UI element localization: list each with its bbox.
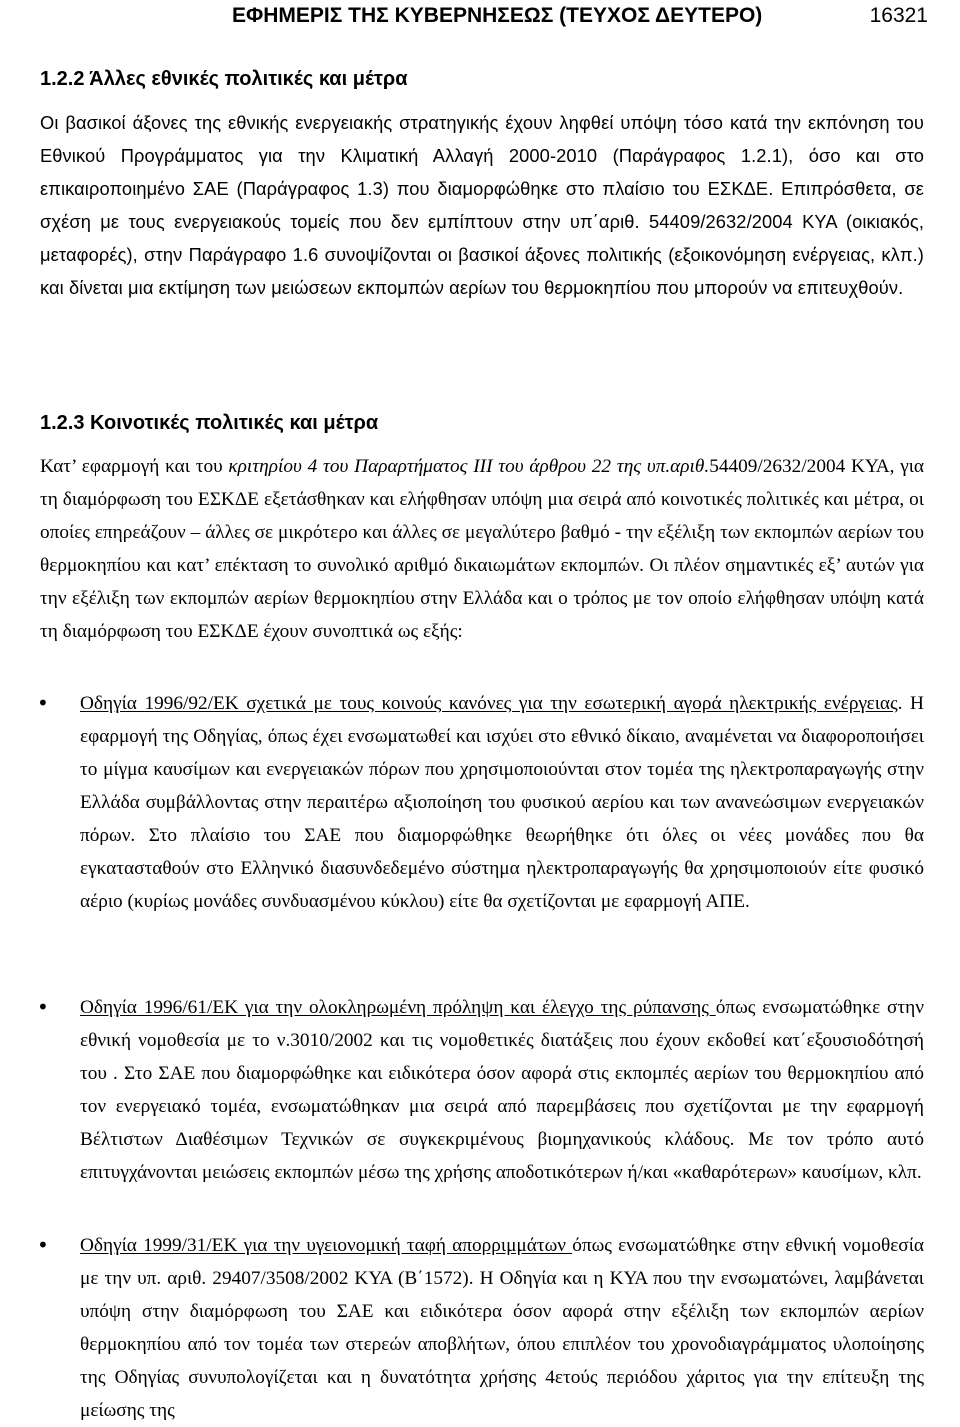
bullet-marker: • [37,1233,49,1257]
page-number: 16321 [869,4,928,27]
directive-title: Οδηγία 1996/92/ΕΚ σχετικά με τους κοινούς κανόνες για την εσωτερική αγορά ηλεκτρικής ενέργειας [80,693,898,714]
intro-start: Κατ’ εφαρμογή και του [40,456,229,477]
list-item [80,1229,924,1427]
intro-rest: 54409/2632/2004 ΚΥΑ, για τη διαμόρφωση του ΕΣΚΔΕ εξετάσθηκαν και ελήφθησαν υπόψη μια σειρά από κοινοτικές πολιτικές και μέτρα, οι οποίες επηρεάζουν – άλλες σε μικρότερο και άλλες σε μεγαλύτερο βαθμό - την εξέλιξη των εκπομπών αερίων του θερμοκηπίου και κατ’ επέκταση το συνολικό αριθμό δικαιωμάτων εκπομπών. Οι πλέον σημαντικές εξ’ αυτών για την εξέλιξη των εκπομπών αερίων θερμοκηπίου στην Ελλάδα και ο τρόπος με τον οποίο ελήφθησαν υπόψη κατά τη διαμόρφωση του ΕΣΚΔΕ έχουν συνοπτικά ως εξής: [40,456,925,642]
bullet-marker: • [37,691,49,715]
bullet-marker: • [37,995,49,1019]
directive-description: όπως ενσωματώθηκε στην εθνική νομοθεσία με το ν.3010/2002 και τις νομοθετικές διατάξεις που έχουν εκδοθεί κατ΄εξουσιοδότησή του . Στο ΣΑΕ που διαμορφώθηκε και ειδικότερα όσον αφορά στις εκπομπές αερίων του θερμοκηπίου από τον ενεργειακό τομέα, ενσωματώθηκαν μια σειρά από παρεμβάσεις που σχετίζονται με την εφαρμογή Βέλτιστων Διαθέσιμων Τεχνικών σε συγκεκριμένους βιομηχανικούς κλάδους. Με τον τρόπο αυτό επιτυγχάνονται μειώσεις εκπομπών μέσω της χρήσης αποδοτικότερων ή/και «καθαρότερων» καυσίμων, κλπ. [80,997,924,1183]
list-item [80,991,924,1189]
section-paragraph-1-2-2: Οι βασικοί άξονες της εθνικής ενεργειακής στρατηγικής έχουν ληφθεί υπόψη τόσο κατά την εκπόνηση του Εθνικού Προγράμματος για την Κλιματική Αλλαγή 2000-2010 (Παράγραφος 1.2.1), όσο και στο επικαιροποιημένο ΣΑΕ (Παράγραφος 1.3) που διαμορφώθηκε στο πλαίσιο του ΕΣΚΔΕ. Επιπρόσθετα, σε σχέση με τους ενεργειακούς τομείς που δεν εμπίπτουν στην υπ΄αριθ. 54409/2632/2004 ΚΥΑ (οικιακός, μεταφορές), στην Παράγραφο 1.6 συνοψίζονται οι βασικοί άξονες πολιτικής (εξοικονόμηση ενέργειας, κλπ.) και δίνεται μια εκτίμηση των μειώσεων εκπομπών αερίων του θερμοκηπίου που μπορούν να επιτευχθούν. [40,112,924,298]
directive-description: όπως ενσωματώθηκε στην εθνική νομοθεσία με την υπ. αριθ. 29407/3508/2002 ΚΥΑ (Β΄1572). Η Οδηγία και η ΚΥΑ που την ενσωματώνει, λαμβάνεται υπόψη στην διαμόρφωση του ΣΑΕ και ειδικότερα όσον αφορά στην εξέλιξη των εκπομπών αερίων θερμοκηπίου από τον τομέα των στερεών αποβλήτων, όπου επιπλέον του χρονοδιαγράμματος υλοποίησης της Οδηγίας συνυπολογίζεται και η δυνατότητα χρήσης 4ετούς περιόδου χάριτος για την επίτευξη της μείωσης της [80,1235,924,1421]
directive-description: . Η εφαρμογή της Οδηγίας, όπως έχει ενσωματωθεί και ισχύει στο εθνικό δίκαιο, αναμένεται να διαφοροποιήσει το μίγμα καυσίμων και ενεργειακών πόρων που χρησιμοποιούνται στον τομέα της ηλεκτροπαραγωγής στην Ελλάδα συμβάλλοντας στην περαιτέρω αξιοποίηση του φυσικού αερίου και των ανανεώσιμων ενεργειακών πόρων. Στο πλαίσιο του ΣΑΕ που διαμορφώθηκε θεωρήθηκε ότι όλες οι νέες μονάδες που θα εγκατασταθούν στο Ελληνικό διασυνδεδεμένο σύστημα ηλεκτροπαραγωγής θα χρησιμοποιούν είτε φυσικό αέριο (κυρίως μονάδες συνδυασμένου κύκλου) είτε θα σχετίζονται με εφαρμογή ΑΠΕ. [80,693,924,912]
directive-title: Οδηγία 1996/61/ΕΚ για την ολοκληρωμένη πρόληψη και έλεγχο της ρύπανσης [80,997,716,1018]
page-header [232,3,928,29]
list-item [80,687,924,918]
gazette-title: ΕΦΗΜΕΡΙΣ ΤΗΣ ΚΥΒΕΡΝΗΣΕΩΣ (ΤΕΥΧΟΣ ΔΕΥΤΕΡΟ) [232,4,763,27]
section-paragraph-1-2-3 [40,450,924,648]
section-heading-1-2-2: 1.2.2 Άλλες εθνικές πολιτικές και μέτρα [40,68,408,90]
directive-title: Οδηγία 1999/31/ΕΚ για την υγειονομική ταφή απορριμμάτων [80,1235,573,1256]
intro-criterion-reference: κριτηρίου 4 του Παραρτήματος ΙΙΙ του άρθρου 22 της υπ.αριθ. [228,456,710,477]
section-heading-1-2-3: 1.2.3 Κοινοτικές πολιτικές και μέτρα [40,412,379,434]
